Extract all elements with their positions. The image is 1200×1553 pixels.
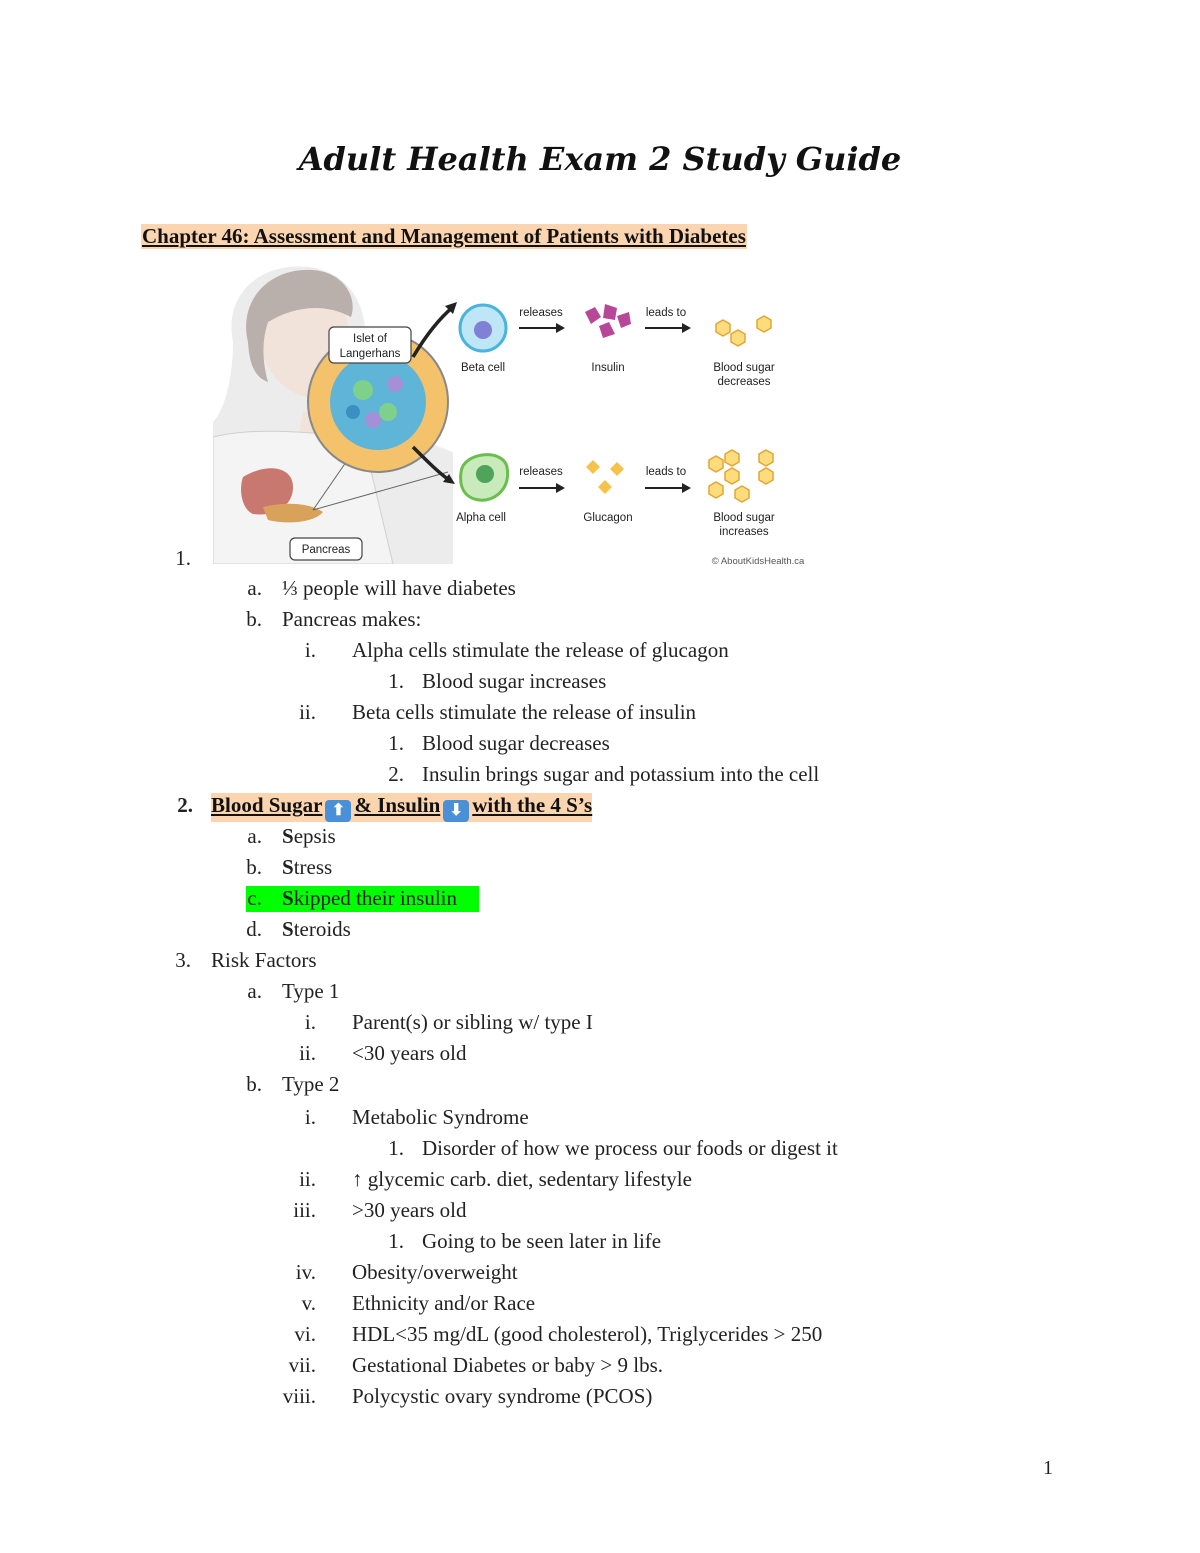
arrow-down-icon: ⬇ (443, 800, 469, 822)
decrease-label-line2: decreases (717, 376, 771, 388)
arrow-up-icon: ⬆ (325, 800, 351, 822)
increase-label-line1: Blood sugar (713, 512, 775, 524)
high-sugar-hexagons (709, 450, 773, 502)
figure-credit: © AboutKidsHealth.ca (711, 556, 805, 564)
document-title: Adult Health Exam 2 Study Guide (298, 140, 902, 178)
low-sugar-hexagons (716, 316, 771, 346)
insulin-label: Insulin (591, 362, 625, 374)
pancreas-label: Pancreas (301, 544, 351, 556)
glucagon-label: Glucagon (583, 512, 633, 524)
beta-cell-label: Beta cell (460, 362, 506, 374)
glucagon-molecules (586, 460, 624, 494)
beta-leads-to-label: leads to (645, 307, 687, 319)
beta-releases-label: releases (519, 307, 563, 319)
alpha-leads-to-label: leads to (645, 466, 687, 478)
alpha-releases-label: releases (519, 466, 563, 478)
page-number: 1 (1043, 1457, 1053, 1479)
islet-label-line1: Islet of (353, 333, 387, 345)
decrease-label-line1: Blood sugar (713, 362, 775, 374)
item-2c: c. Skipped their insulin (246, 886, 479, 912)
insulin-molecules (585, 304, 631, 338)
alpha-cell-label: Alpha cell (456, 512, 506, 524)
increase-label-line2: increases (719, 526, 769, 538)
pancreas-hormone-diagram (213, 262, 810, 564)
chapter-heading: Chapter 46: Assessment and Management of Patients with Diabetes (142, 224, 746, 248)
islet-label-line2: Langerhans (339, 348, 401, 360)
